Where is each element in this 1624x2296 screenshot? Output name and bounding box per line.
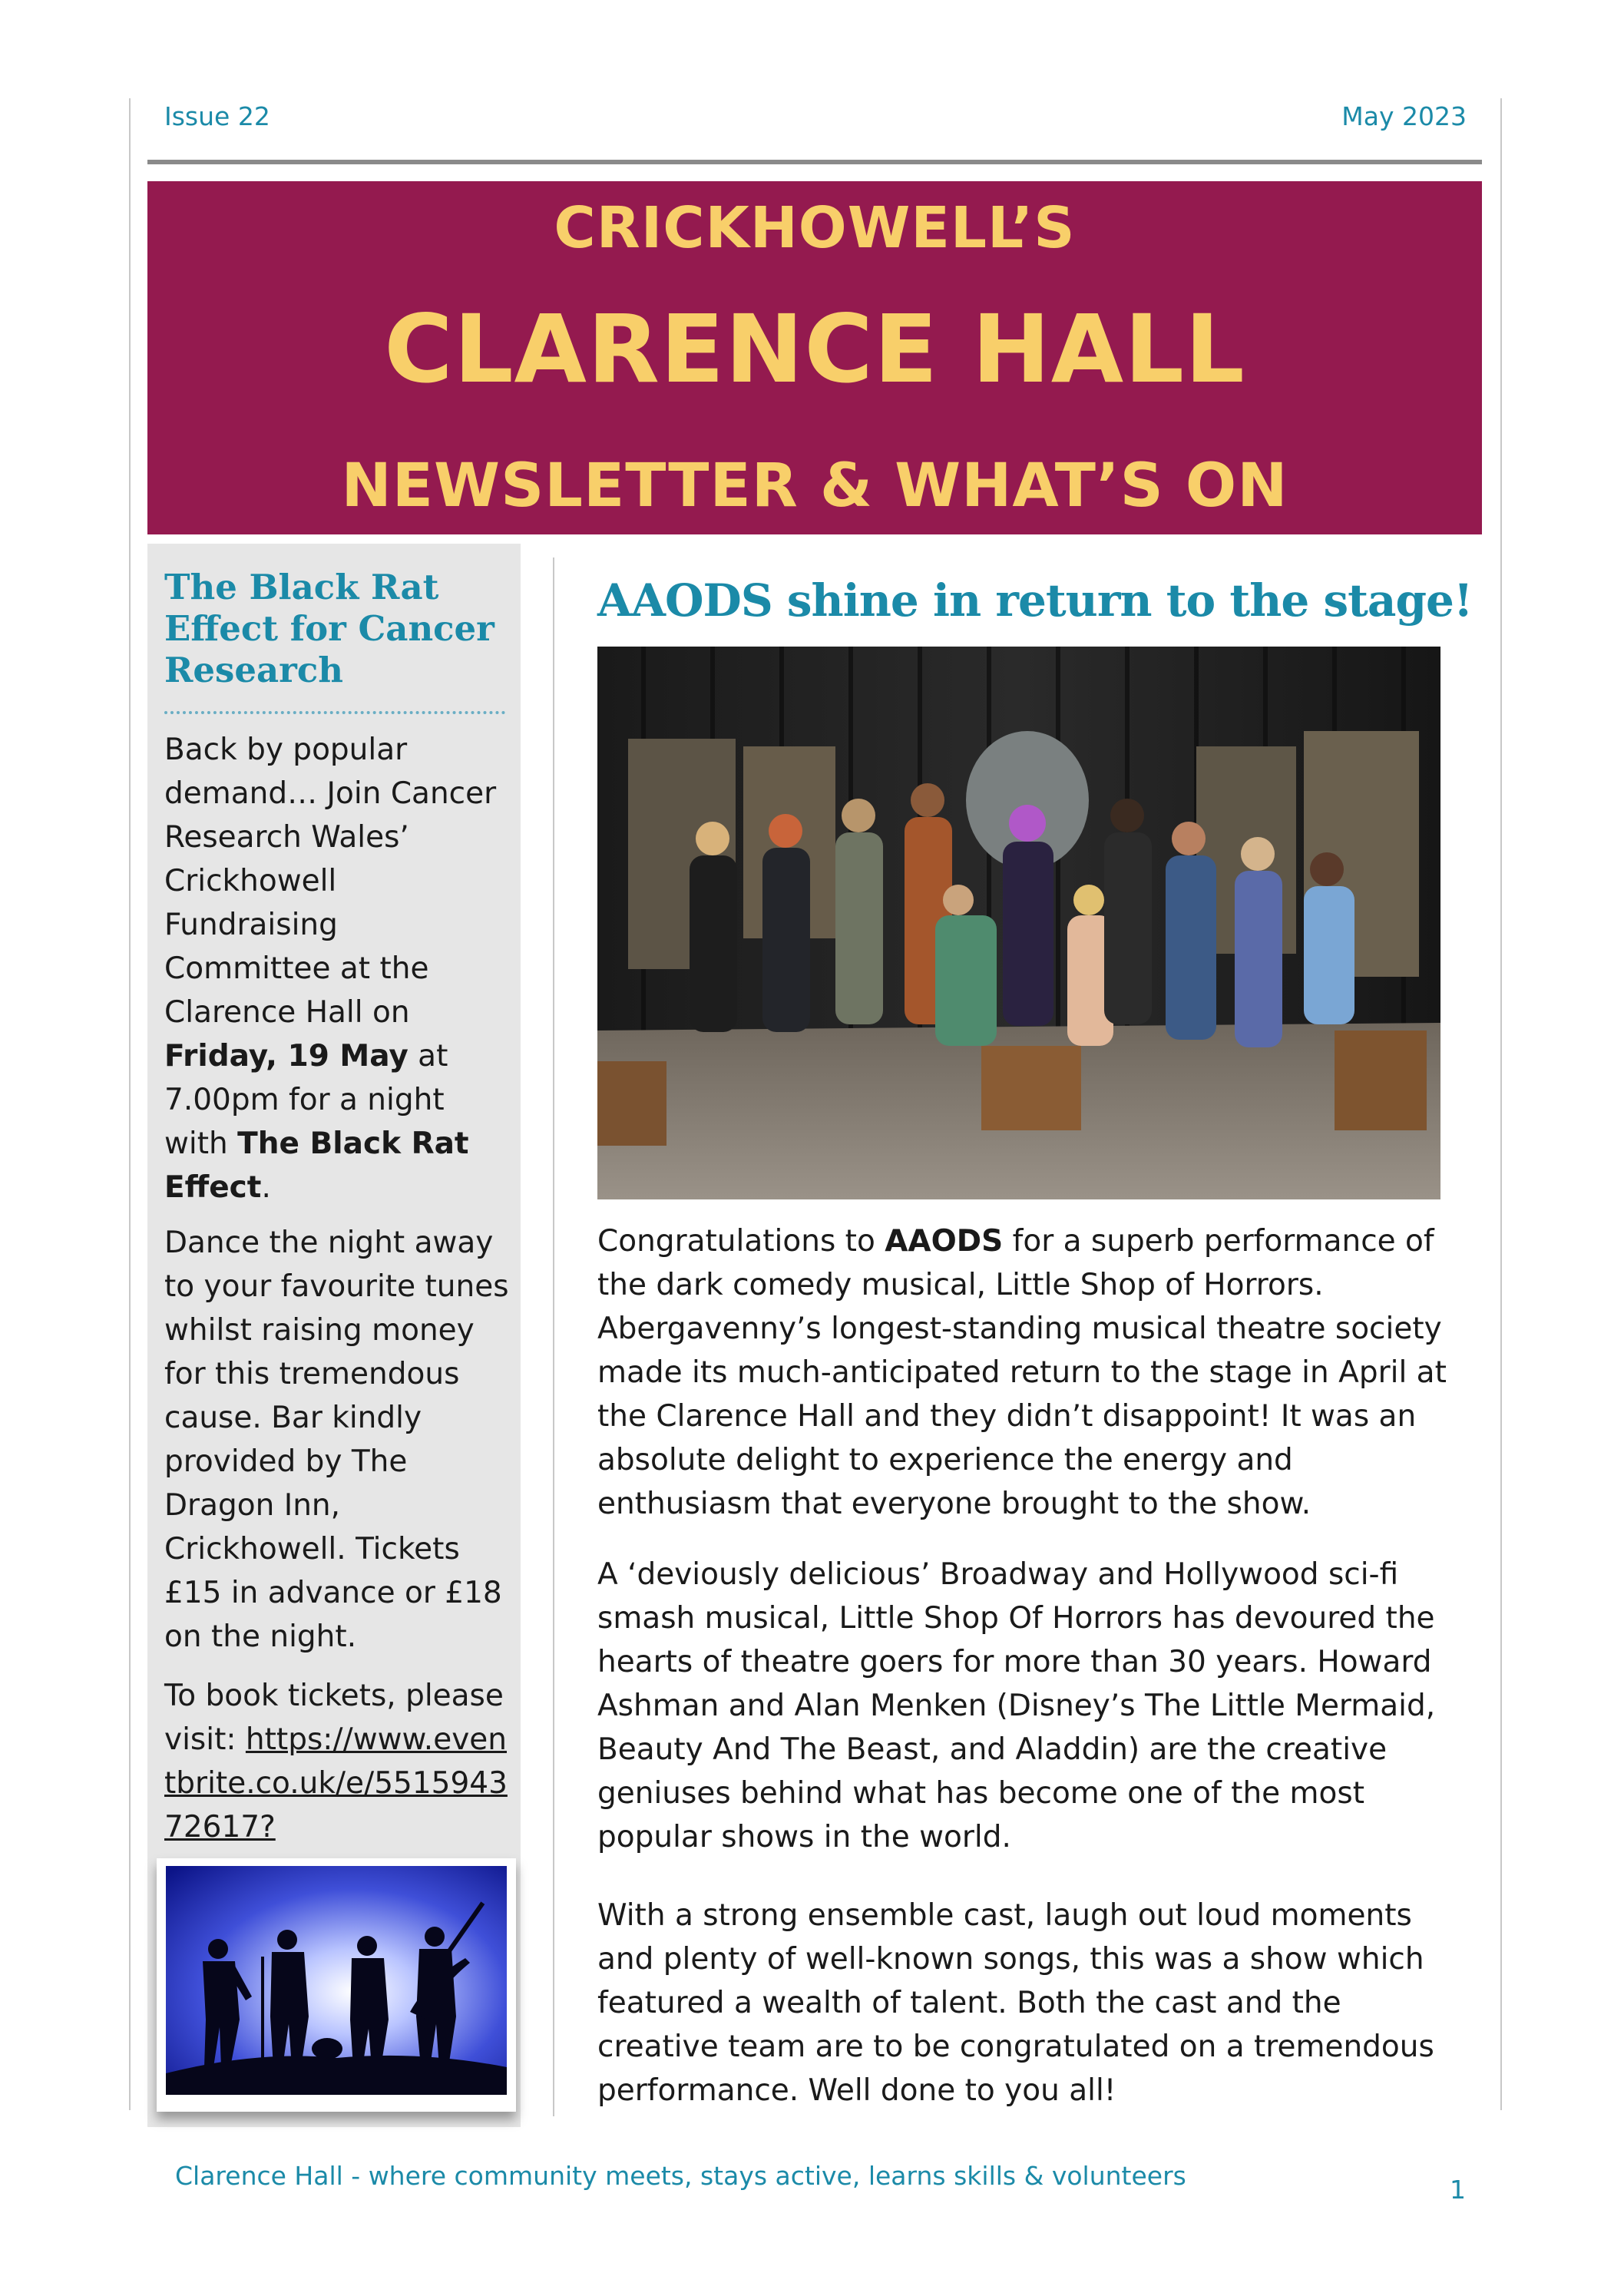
- article-paragraph-2: A ‘deviously delicious’ Broadway and Hollywood sci-fi smash musical, Little Shop Of Horrors has devoured the hearts of theatre goers for more than 30 years. Howard Ashman and Alan Menken (Disney’s The Little Mermaid, Beauty And The Beast, and Aladdin) are the creative geniuses behind what has become one of the most popular shows in the world.: [597, 1557, 1436, 1854]
- right-margin-rule: [1500, 98, 1502, 2110]
- sidebar-text: at 7.00pm for a night with: [164, 1039, 448, 1161]
- page-number: 1: [1450, 2175, 1466, 2205]
- footer-tagline: Clarence Hall - where community meets, stays active, learns skills & volunteers: [175, 2161, 1186, 2191]
- band-silhouette-image: [166, 1866, 507, 2095]
- sidebar-dotted-divider: [164, 711, 505, 714]
- sidebar-paragraph-2: Dance the night away to your favourite tunes whilst raising money for this tremendous cause. Bar kindly provided by The Dragon Inn, Crickhowell. Tickets £15 in advance or £18 on the night.: [164, 1226, 509, 1654]
- left-margin-rule: [129, 98, 131, 2110]
- issue-date: May 2023: [1341, 101, 1467, 131]
- masthead-line-1: CRICKHOWELL’S: [554, 195, 1076, 261]
- header-rule: [147, 160, 1482, 164]
- society-name: AAODS: [885, 1224, 1004, 1259]
- column-divider: [553, 557, 554, 2116]
- band-silhouette-photo: [166, 1866, 507, 2095]
- band-photo-frame: [157, 1858, 516, 2112]
- sidebar-paragraph-3: [164, 1674, 511, 1849]
- article-paragraph-3: With a strong ensemble cast, laugh out loud moments and plenty of well-known songs, this was a show which featured a wealth of talent. Both the cast and the creative team are to be congratulated on a tremendous performance. Well done to you all!: [597, 1898, 1434, 2108]
- eventbrite-link[interactable]: https://www.eventbrite.co.uk/e/551594372617?: [164, 1722, 508, 1844]
- issue-number: Issue 22: [164, 101, 270, 131]
- article-text: for a superb performance of the dark comedy musical, Little Shop of Horrors. Abergavenny’s longest-standing musical theatre society made its much-anticipated return to the stage in April at the Clarence Hall and they didn’t disappoint! It was an absolute delight to experience the energy and enthusiasm that everyone brought to the show.: [597, 1224, 1447, 1521]
- article-paragraph-1: [597, 1219, 1465, 1526]
- band-name: The Black Rat Effect: [164, 1126, 469, 1205]
- sidebar-paragraph-1: [164, 728, 511, 1209]
- masthead-title: CLARENCE HALL: [384, 295, 1245, 404]
- event-date: Friday, 19 May: [164, 1039, 408, 1074]
- sidebar-text: To book tickets, please visit:: [164, 1679, 504, 1757]
- sidebar-text: Back by popular demand… Join Cancer Research Wales’ Crickhowell Fundraising Committee at the Clarence Hall on: [164, 733, 497, 1030]
- sidebar-title: The Black Rat Effect for Cancer Research: [164, 567, 494, 690]
- masthead-banner: [147, 181, 1482, 534]
- article-text: Congratulations to: [597, 1224, 885, 1259]
- cast-photo: [597, 647, 1440, 1199]
- sidebar-text: .: [261, 1170, 271, 1205]
- masthead-line-3: NEWSLETTER & WHAT’S ON: [341, 452, 1288, 521]
- article-title: AAODS shine in return to the stage!: [597, 574, 1473, 627]
- cast-photo-image: [597, 647, 1440, 1199]
